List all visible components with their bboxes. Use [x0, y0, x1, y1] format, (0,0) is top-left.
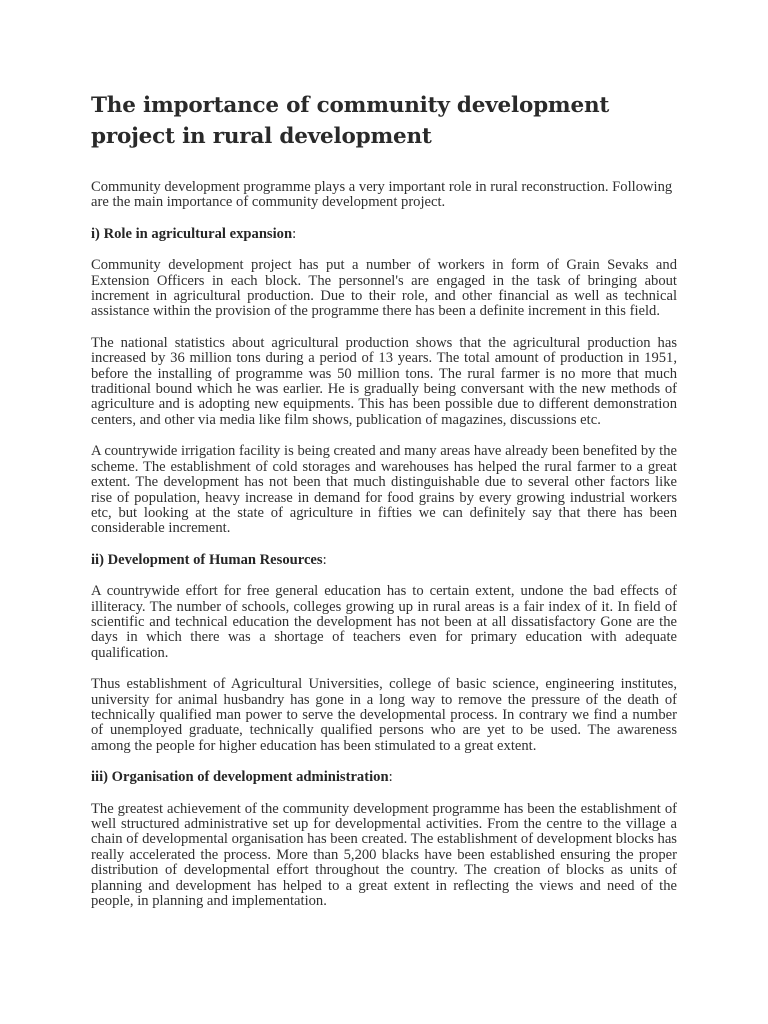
section-1-paragraph-2: The national statistics about agricultural production shows that the agricultural production has increased by 36 million tons during a period of 13 years. The total amount of production in 1951, before the installing of programme was 50 million tons. The rural farmer is no more that much traditional bound which he was earlier. He is gradually being conversant with the new methods of agriculture and is adopting new equipments. This has been possible due to different demonstration centers, and other via media like film shows, publication of magazines, discussions etc. — [91, 334, 677, 428]
document-page — [91, 90, 677, 925]
section-heading-text: iii) Organisation of development administration — [91, 769, 389, 786]
section-heading-text: i) Role in agricultural expansion — [91, 225, 293, 242]
section-2-paragraph-1: A countrywide effort for free general education has to certain extent, undone the bad effects of illiteracy. The number of schools, colleges growing up in rural areas is a fair index of it. In field of scientific and technical education the development has not been at all dissatisfactory Gone are the days in which there was a shortage of teachers even for primary education with adequate qualification. — [91, 583, 677, 661]
section-heading-agricultural-expansion — [91, 227, 677, 242]
section-1-paragraph-1: Community development project has put a number of workers in form of Grain Sevaks and Extension Officers in each block. The personnel's are engaged in the task of bringing about increment in agricultural production. Due to their role, and other financial as well as technical assistance within the provision of the programme there has been a definite increment in this field. — [91, 257, 677, 320]
section-heading-colon: : — [322, 551, 327, 568]
section-heading-development-administration — [91, 770, 677, 785]
section-3-paragraph-1: The greatest achievement of the community development programme has been the establishment of well structured administrative set up for developmental activities. From the centre to the village a chain of developmental organisation has been created. The establishment of development blocks has really accelerated the process. More than 5,200 blacks have been established ensuring the proper distribution of developmental effort throughout the country. The creation of blocks as units of planning and development has helped to a great extent in reflecting the views and need of the people, in planning and implementation. — [91, 800, 677, 910]
section-heading-text: ii) Development of Human Resources — [91, 551, 323, 568]
section-heading-colon: : — [388, 769, 393, 786]
document-title: The importance of community development project in rural development — [91, 93, 610, 149]
section-2-paragraph-2: Thus establishment of Agricultural Universities, college of basic science, engineering institutes, university for animal husbandry has gone in a long way to remove the pressure of the death of technically qualified man power to serve the developmental process. In contrary we find a number of unemployed graduate, technically qualified persons who are yet to be used. The awareness among the people for higher education has been stimulated to a great extent. — [91, 676, 677, 754]
section-heading-human-resources — [91, 553, 677, 568]
intro-paragraph: Community development programme plays a very important role in rural reconstruction. Following are the main importance of community development project. — [91, 179, 673, 211]
section-1-paragraph-3: A countrywide irrigation facility is being created and many areas have already been benefited by the scheme. The establishment of cold storages and warehouses has helped the rural farmer to a great extent. The development has not been that much distinguishable due to several other factors like rise of population, heavy increase in demand for food grains by every growing industrial workers etc, but looking at the state of agriculture in fifties we can definitely say that there has been considerable increment. — [91, 443, 677, 537]
section-heading-colon: : — [292, 225, 297, 242]
